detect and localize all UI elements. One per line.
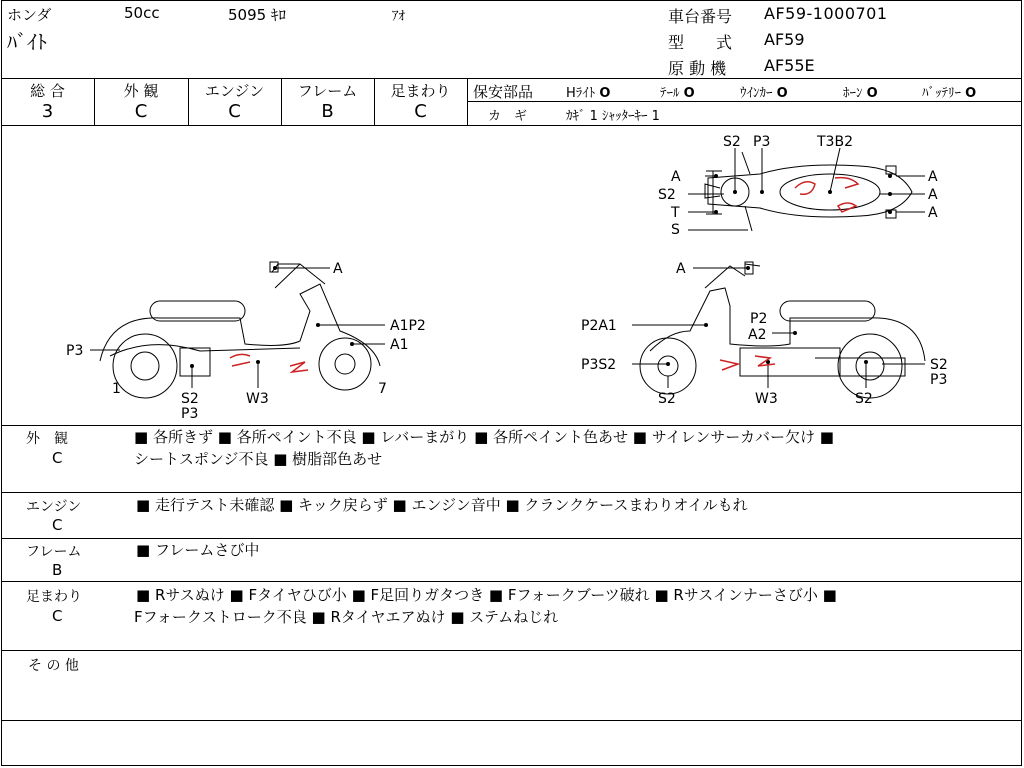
grade-value-exterior: C [134, 101, 148, 122]
section-grade-frame: B [52, 561, 63, 579]
divider [467, 78, 468, 125]
safety-item-headlight: Hﾗｲﾄ O [566, 86, 611, 101]
section-title-engine: エンジン [26, 499, 82, 515]
diagram-label: A1P2 [390, 318, 426, 334]
section-grade-engine: C [52, 516, 63, 534]
diagram-label: W3 [755, 391, 778, 407]
section-title-frame: フレーム [26, 544, 82, 560]
diagram-label: S2 [658, 187, 676, 203]
model-name: ﾊﾞｲﾄ [7, 30, 47, 54]
diagram-label: A [333, 261, 343, 277]
diagram-label: A1 [390, 337, 409, 353]
mileage: 5095 ｷﾛ [228, 6, 286, 24]
safety-item-winker: ｳｲﾝｶｰ O [740, 86, 788, 101]
color: ｱｵ [392, 9, 405, 24]
diagram-label: 7 [378, 381, 387, 397]
diagram-label: P3 [753, 134, 771, 150]
defect-line: ■ 各所きず ■ 各所ペイント不良 ■ レバーまがり ■ 各所ペイント色あせ ■ サイレンサーカバー欠け ■ [134, 428, 834, 446]
diagram-label: P3 [930, 372, 948, 388]
diagram-label: 1 [112, 381, 121, 397]
diagram-label: S2 [658, 391, 676, 407]
section-title-suspension: 足まわり [26, 589, 82, 605]
diagram-label: A [676, 261, 686, 277]
type-label: 型 式 [668, 33, 733, 52]
grade-label-exterior: 外 観 [123, 82, 159, 100]
maker: ホンダ [7, 6, 52, 24]
diagram-label: W3 [246, 391, 269, 407]
diagram-label: A [928, 187, 938, 203]
grade-label-engine: エンジン [204, 82, 265, 100]
grade-value-engine: C [228, 101, 241, 122]
safety-item-battery: ﾊﾞｯﾃﾘｰ O [922, 86, 977, 101]
grade-label-frame: フレーム [297, 82, 358, 100]
type-value: AF59 [764, 30, 805, 49]
diagram-label: P2 [750, 311, 768, 327]
divider [1, 492, 1022, 493]
frame-no: AF59-1000701 [764, 4, 888, 23]
diagram-label: T3B2 [817, 134, 853, 150]
diagram-label: S2 [723, 134, 741, 150]
safety-label: 保安部品 [473, 83, 534, 101]
diagram-label: A2 [748, 327, 767, 343]
diagram-label: P3S2 [581, 357, 617, 373]
diagram-label: A [671, 169, 681, 185]
diagram-label: S2 [855, 391, 873, 407]
diagram-label: T [671, 205, 680, 221]
frame-no-label: 車台番号 [668, 7, 733, 26]
displacement: 50cc [124, 4, 160, 22]
section-title-exterior: 外 観 [26, 431, 68, 447]
damage-diagram [0, 126, 1024, 425]
diagram-label: S2 [181, 391, 199, 407]
section-title-other: そ の 他 [28, 658, 79, 674]
defect-line: ■ 走行テスト未確認 ■ キック戻らず ■ エンジン音中 ■ クランクケースまわりオイルもれ [136, 496, 748, 514]
divider [1, 581, 1022, 582]
diagram-label: S2 [930, 357, 948, 373]
diagram-label: A [928, 205, 938, 221]
divider [1, 720, 1022, 721]
diagram-label: A [928, 169, 938, 185]
grade-label-suspension: 足まわり [390, 82, 451, 100]
defect-line: ■ フレームさび中 [136, 541, 260, 559]
defect-line: シートスポンジ不良 ■ 樹脂部色あせ [134, 450, 383, 468]
section-grade-exterior: C [52, 449, 63, 467]
divider [1, 78, 1022, 79]
diagram-label: P3 [66, 343, 84, 359]
divider [1, 650, 1022, 651]
safety-item-horn: ﾎｰﾝ O [843, 86, 878, 101]
grade-value-frame: B [321, 101, 334, 122]
key-label: カ ギ [488, 109, 528, 124]
diagram-label: P3 [181, 406, 199, 422]
grade-value-suspension: C [414, 101, 427, 122]
divider [468, 101, 1022, 102]
safety-item-taillight: ﾃｰﾙ O [660, 86, 695, 101]
defect-line: Fフォークストローク不良 ■ Rタイヤエアぬけ ■ ステムねじれ [134, 608, 559, 626]
grade-value-overall: 3 [41, 101, 54, 122]
defect-line: ■ Rサスぬけ ■ Fタイヤひび小 ■ F足回りガタつき ■ Fフォークブーツ破れ ■ Rサスインナーさび小 ■ [136, 586, 837, 604]
grade-label-overall: 総 合 [30, 82, 65, 100]
engine-label: 原 動 機 [668, 59, 727, 78]
section-grade-suspension: C [52, 607, 63, 625]
engine-value: AF55E [764, 56, 815, 75]
right-side-scooter [640, 262, 925, 398]
left-side-scooter [100, 262, 380, 398]
key-value: ｶｷﾞ 1 ｼｬｯﾀｰｷｰ 1 [566, 109, 660, 124]
diagram-label: P2A1 [581, 318, 617, 334]
diagram-label: S [671, 222, 680, 238]
